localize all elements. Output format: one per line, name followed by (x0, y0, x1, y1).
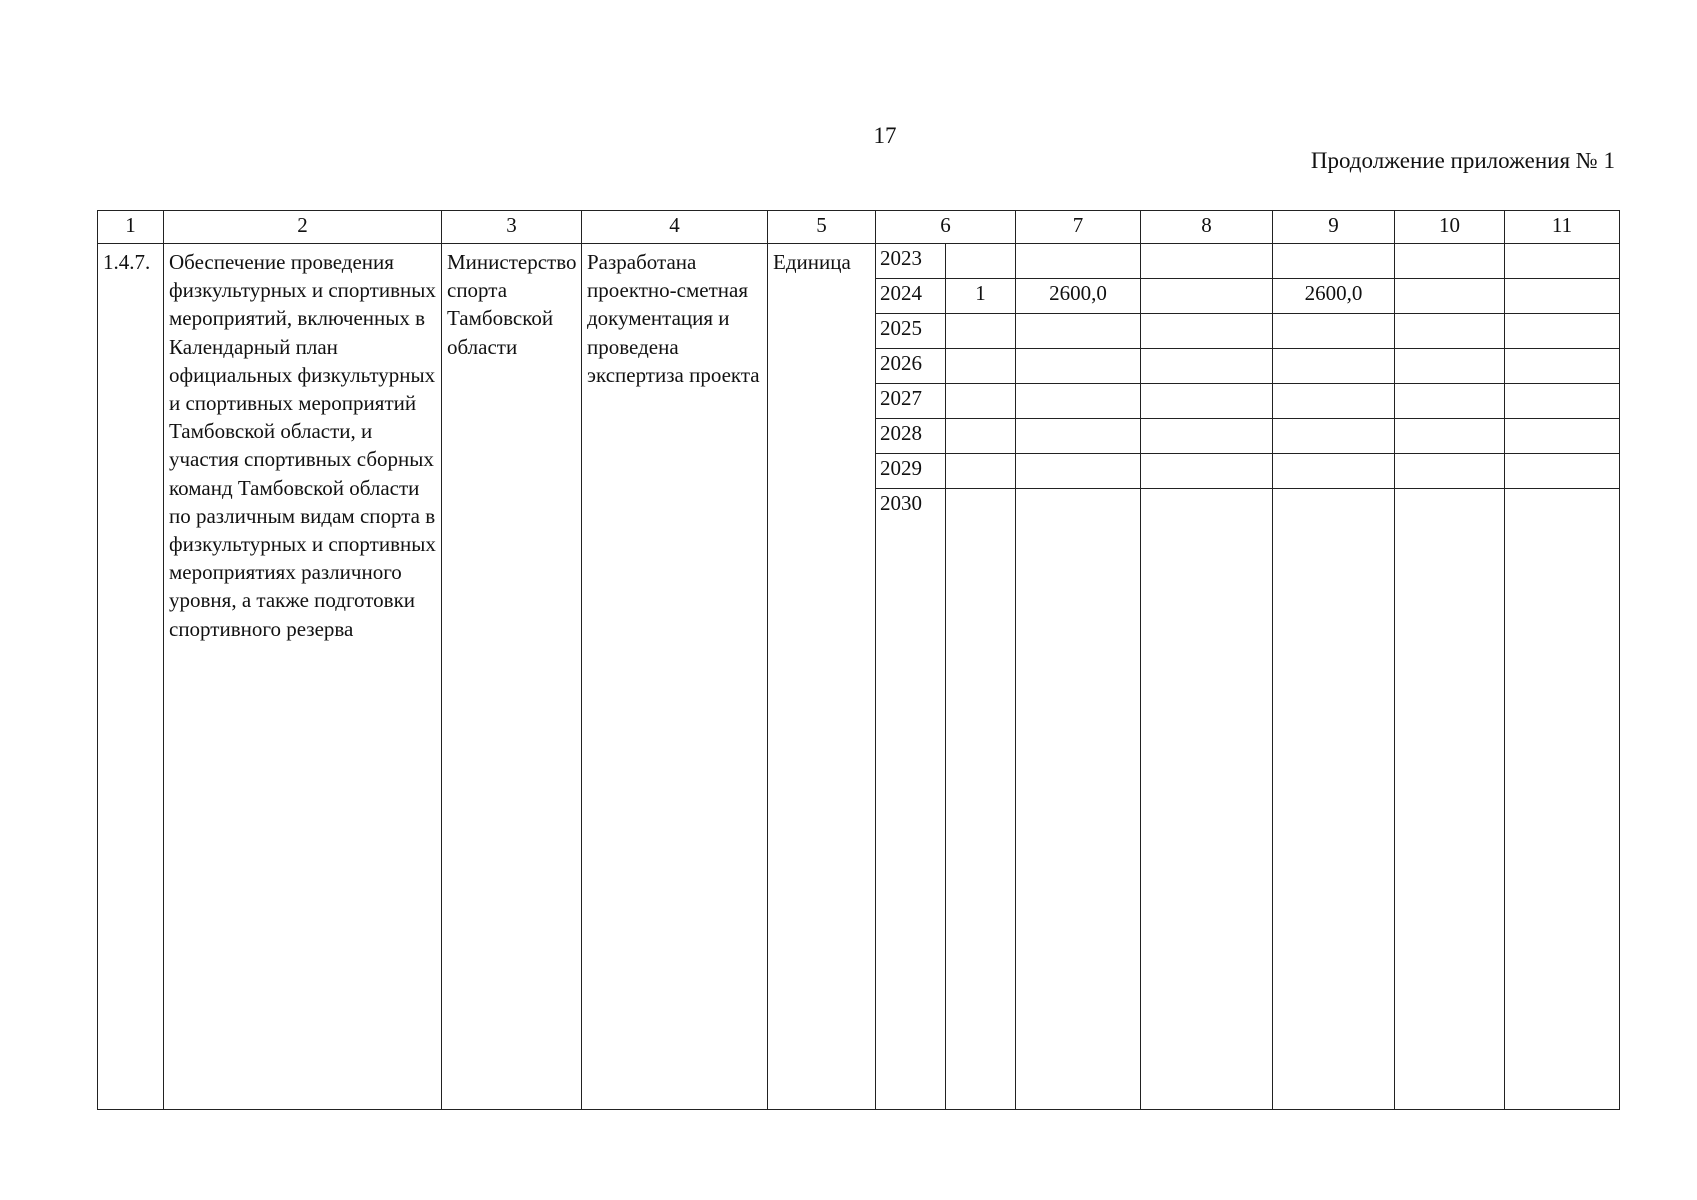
col11-cell (1505, 384, 1620, 419)
value-cell (946, 244, 1016, 279)
col8-cell (1141, 314, 1273, 349)
year-cell: 2026 (876, 349, 946, 384)
col10-cell (1395, 454, 1505, 489)
value-cell (946, 314, 1016, 349)
col9-cell (1273, 419, 1395, 454)
col9-cell: 2600,0 (1273, 279, 1395, 314)
row-result: Разработана проектно-сметная документация и проведена экспертиза проекта (582, 244, 768, 1110)
col8-cell (1141, 384, 1273, 419)
header-cell: 3 (442, 211, 582, 244)
year-cell: 2030 (876, 489, 946, 1110)
row-unit: Единица (768, 244, 876, 1110)
col8-cell (1141, 454, 1273, 489)
value-cell (946, 384, 1016, 419)
col9-cell (1273, 244, 1395, 279)
col11-cell (1505, 244, 1620, 279)
col10-cell (1395, 349, 1505, 384)
col8-cell (1141, 244, 1273, 279)
header-cell: 10 (1395, 211, 1505, 244)
program-table (97, 210, 1620, 1110)
col11-cell (1505, 419, 1620, 454)
header-cell: 6 (876, 211, 1016, 244)
col10-cell (1395, 314, 1505, 349)
value-cell (946, 349, 1016, 384)
row-responsible: Министерство спорта Тамбовской области (442, 244, 582, 1110)
year-cell: 2027 (876, 384, 946, 419)
col9-cell (1273, 384, 1395, 419)
col11-cell (1505, 489, 1620, 1110)
col8-cell (1141, 349, 1273, 384)
col7-cell (1016, 244, 1141, 279)
col7-cell (1016, 384, 1141, 419)
col7-cell (1016, 314, 1141, 349)
value-cell (946, 454, 1016, 489)
col8-cell (1141, 279, 1273, 314)
row-number: 1.4.7. (98, 244, 164, 1110)
col9-cell (1273, 349, 1395, 384)
col10-cell (1395, 244, 1505, 279)
value-cell (946, 489, 1016, 1110)
col11-cell (1505, 454, 1620, 489)
year-cell: 2028 (876, 419, 946, 454)
year-cell: 2024 (876, 279, 946, 314)
col11-cell (1505, 314, 1620, 349)
header-cell: 4 (582, 211, 768, 244)
col7-cell (1016, 489, 1141, 1110)
header-cell: 8 (1141, 211, 1273, 244)
col7-cell (1016, 349, 1141, 384)
col11-cell (1505, 279, 1620, 314)
col10-cell (1395, 419, 1505, 454)
year-cell: 2025 (876, 314, 946, 349)
header-cell: 7 (1016, 211, 1141, 244)
col7-cell (1016, 454, 1141, 489)
col9-cell (1273, 314, 1395, 349)
header-cell: 11 (1505, 211, 1620, 244)
header-cell: 1 (98, 211, 164, 244)
header-row (98, 211, 1620, 244)
page-number: 17 (873, 123, 897, 148)
value-cell: 1 (946, 279, 1016, 314)
header-cell: 2 (164, 211, 442, 244)
table-row (98, 244, 1620, 279)
col10-cell (1395, 384, 1505, 419)
col8-cell (1141, 419, 1273, 454)
col7-cell (1016, 419, 1141, 454)
col11-cell (1505, 349, 1620, 384)
col9-cell (1273, 489, 1395, 1110)
col8-cell (1141, 489, 1273, 1110)
col7-cell: 2600,0 (1016, 279, 1141, 314)
year-cell: 2023 (876, 244, 946, 279)
col10-cell (1395, 279, 1505, 314)
col9-cell (1273, 454, 1395, 489)
year-cell: 2029 (876, 454, 946, 489)
row-description: Обеспечение проведения физкультурных и спортивных мероприятий, включенных в Календарный план официальных физкультурных и спортивных мероприятий Тамбовской области, и участия спортивных сборных команд Тамбовской области по различным видам спорта в физкультурных и спортивных мероприятиях различного уровня, а также подготовки спортивного резерва (164, 244, 442, 1110)
appendix-note: Продолжение приложения № 1 (1310, 148, 1615, 173)
header-cell: 9 (1273, 211, 1395, 244)
col10-cell (1395, 489, 1505, 1110)
header-cell: 5 (768, 211, 876, 244)
value-cell (946, 419, 1016, 454)
